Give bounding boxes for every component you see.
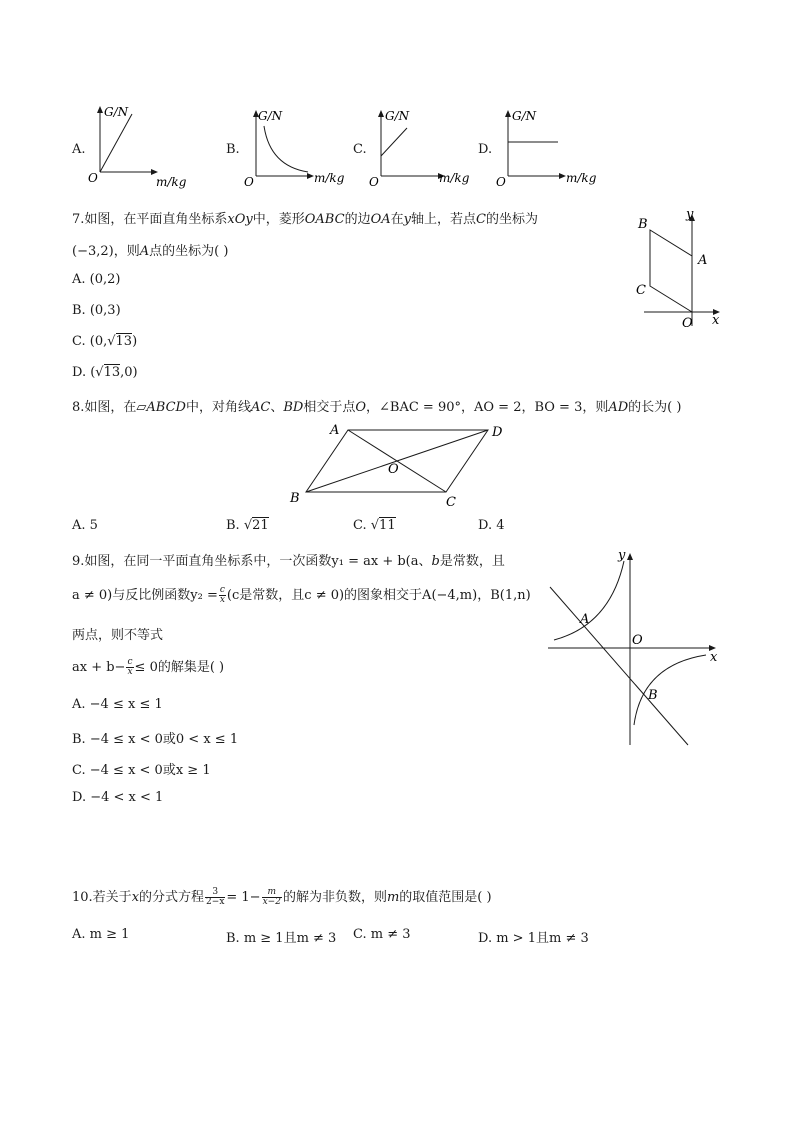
q9-fig-o: O <box>632 633 643 648</box>
q7-option-a[interactable]: A. (0,2) <box>72 272 121 287</box>
q9-stem-line1: 9.如图，在同一平面直角坐标系中，一次函数y₁ = ax + b(a、b是常数，且 <box>72 554 505 569</box>
q9-stem-line4: ax + b− $\frac{c}{x}$ ≤ 0的解集是( ) <box>72 657 225 677</box>
q6-a-xlabel: m/kg <box>156 175 187 189</box>
q9-fig-b: B <box>648 688 658 703</box>
q9-option-d[interactable]: D. −4 < x < 1 <box>72 790 164 805</box>
q9-option-c[interactable]: C. −4 ≤ x < 0或x ≥ 1 <box>72 763 211 778</box>
q6-graph-d <box>492 100 612 190</box>
q8-fig-d: D <box>492 425 503 440</box>
q9-stem-line3: 两点，则不等式 <box>72 628 164 643</box>
q6-d-xlabel: m/kg <box>566 171 597 185</box>
q7-option-d[interactable]: D. (√13,0) <box>72 365 138 380</box>
q7-fig-b: B <box>638 217 648 232</box>
q6-option-b-label: B. <box>226 142 240 157</box>
q9-figure <box>540 545 730 755</box>
q8-option-b[interactable]: B. √21 <box>226 518 269 533</box>
q6-option-a-label: A. <box>72 142 86 157</box>
q10-option-b[interactable]: B. m ≥ 1且m ≠ 3 <box>226 931 337 946</box>
q7-fig-x: x <box>712 313 720 328</box>
q7-option-c[interactable]: C. (0,√13) <box>72 334 138 349</box>
q6-c-ylabel: G/N <box>385 109 410 123</box>
q6-graph-a <box>84 100 204 190</box>
q10-option-d[interactable]: D. m > 1且m ≠ 3 <box>478 931 589 946</box>
q9-fig-a: A <box>580 612 590 627</box>
q7-fig-a: A <box>698 253 708 268</box>
q8-fig-b: B <box>290 491 300 506</box>
q7-stem-line1: 7.如图，在平面直角坐标系xOy中，菱形OABC的边OA在y轴上，若点C的坐标为 <box>72 212 538 227</box>
q6-b-xlabel: m/kg <box>314 171 345 185</box>
q6-option-d-label: D. <box>478 142 493 157</box>
q6-c-origin: O <box>369 175 379 189</box>
q8-figure <box>286 420 516 510</box>
q9-fig-x: x <box>710 650 718 665</box>
q8-stem: 8.如图，在▱ABCD中，对角线AC、BD相交于点O，∠BAC = 90°，AO = 2，BO = 3，则AD的长为( ) <box>72 400 682 415</box>
q10-option-c[interactable]: C. m ≠ 3 <box>353 927 411 942</box>
q9-stem-line2: a ≠ 0)与反比例函数y₂ = $\frac{c}{x}$ (c是常数，且c ≠ 0)的图象相交于A(−4,m)，B(1,n) <box>72 585 531 605</box>
q6-graph-c <box>365 100 485 190</box>
q7-stem-line2: (−3,2)，则A点的坐标为( ) <box>72 244 229 259</box>
q10-stem: 10.若关于x的分式方程 $\frac{3}{2-x}$ = 1− $\frac{m}{x-2}$ 的解为非负数，则m的取值范围是( ) <box>72 887 492 907</box>
q8-option-c[interactable]: C. √11 <box>353 518 396 533</box>
q7-figure <box>630 204 730 334</box>
q6-graph-b <box>240 100 360 190</box>
q8-fig-c: C <box>446 495 456 510</box>
q7-fig-c: C <box>636 283 646 298</box>
q6-b-ylabel: G/N <box>258 109 283 123</box>
q8-option-a[interactable]: A. 5 <box>72 518 98 533</box>
q8-fig-a: A <box>330 423 340 438</box>
q8-option-d[interactable]: D. 4 <box>478 518 505 533</box>
q10-option-a[interactable]: A. m ≥ 1 <box>72 927 130 942</box>
q6-b-origin: O <box>244 175 254 189</box>
q6-a-origin: O <box>88 171 98 185</box>
q6-option-c-label: C. <box>353 142 367 157</box>
q6-c-xlabel: m/kg <box>439 171 470 185</box>
q9-option-b[interactable]: B. −4 ≤ x < 0或0 < x ≤ 1 <box>72 732 239 747</box>
q7-option-b[interactable]: B. (0,3) <box>72 303 121 318</box>
q6-d-origin: O <box>496 175 506 189</box>
q9-fig-y: y <box>618 548 626 563</box>
q6-d-ylabel: G/N <box>512 109 537 123</box>
q6-a-ylabel: G/N <box>104 105 129 119</box>
q7-fig-o: O <box>682 316 693 331</box>
q8-fig-o: O <box>388 462 399 477</box>
q9-option-a[interactable]: A. −4 ≤ x ≤ 1 <box>72 697 163 712</box>
q7-fig-y: y <box>686 207 694 222</box>
